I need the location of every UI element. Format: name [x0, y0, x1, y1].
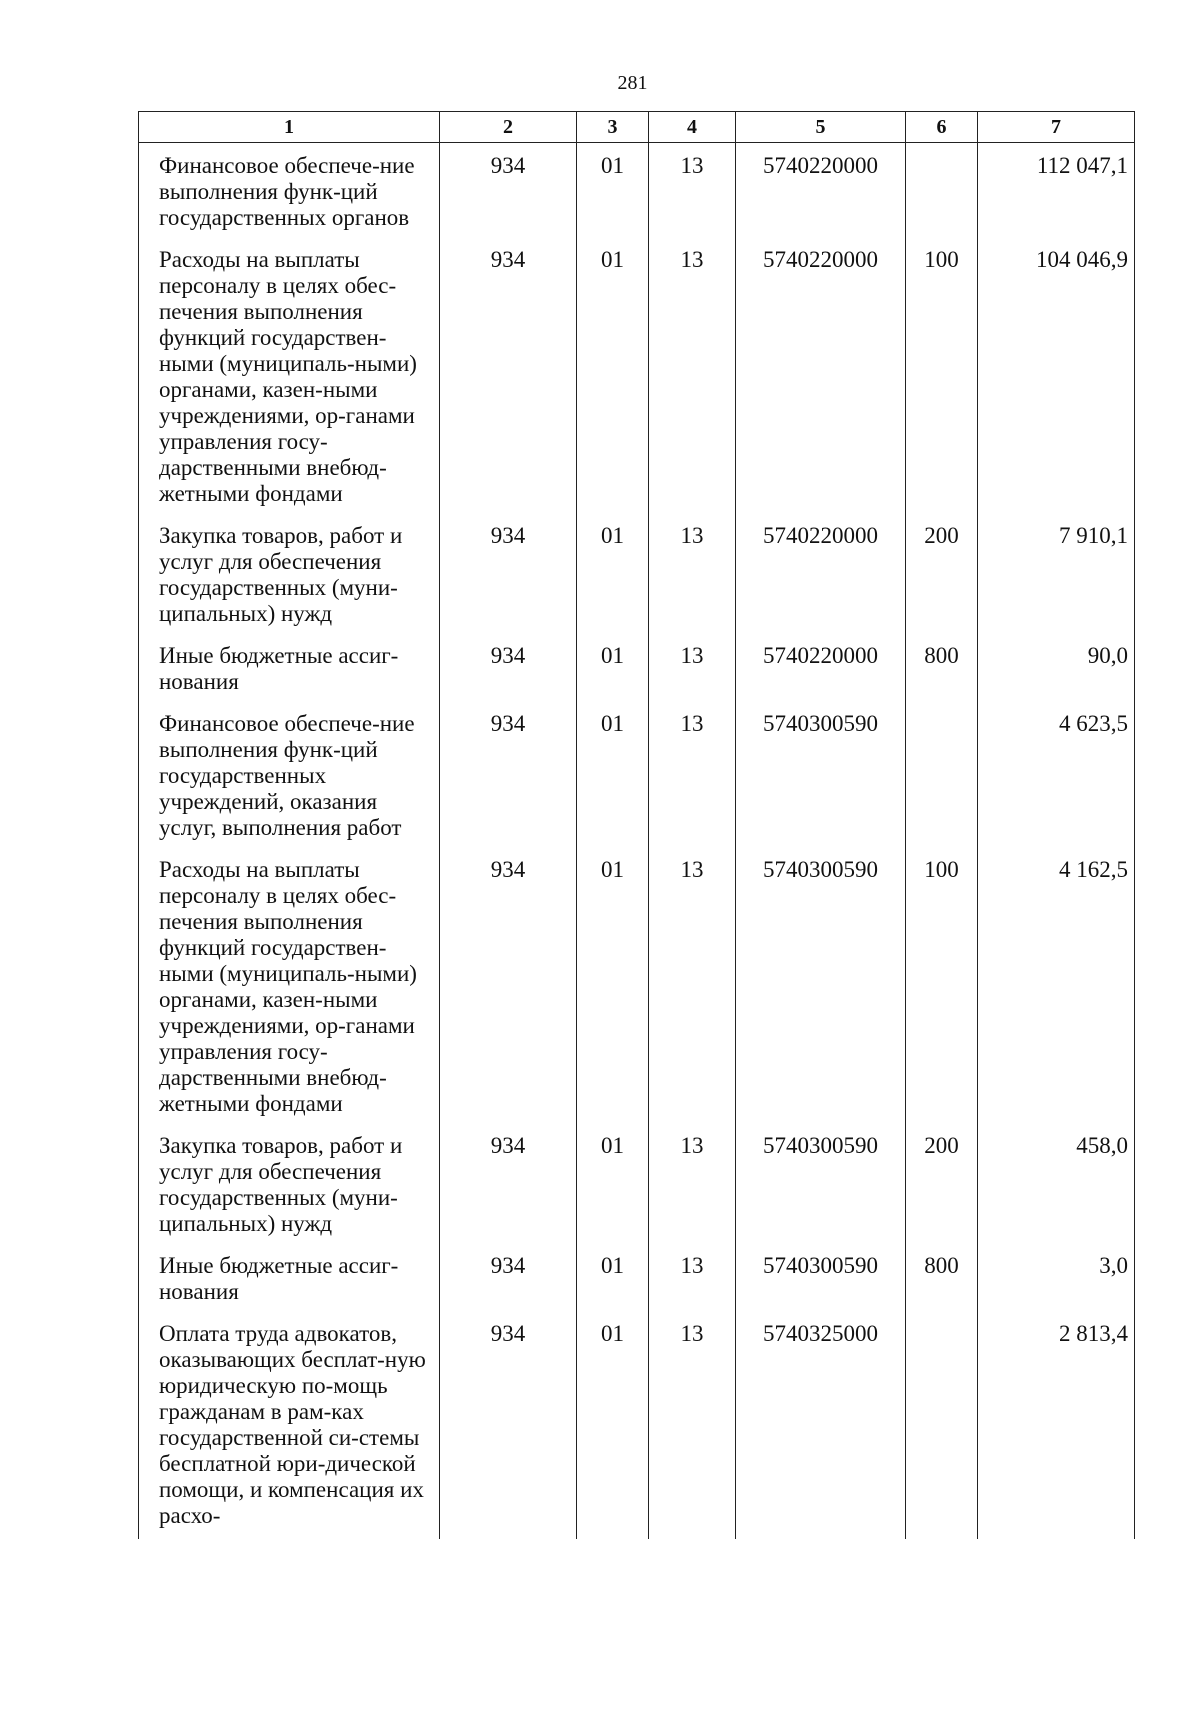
amount-cell: 2 813,4 [978, 1315, 1135, 1539]
department-code-cell: 934 [440, 851, 577, 1127]
table-body [139, 143, 1135, 1540]
section-code-cell: 01 [577, 637, 649, 705]
table-row [139, 705, 1135, 851]
department-code-cell: 934 [440, 637, 577, 705]
expense-type-cell: 100 [906, 851, 978, 1127]
item-name-cell: Закупка товаров, работ и услуг для обеспечения государственных (муни-ципальных) нужд [139, 1127, 440, 1247]
table-row [139, 1315, 1135, 1539]
table-row [139, 1247, 1135, 1315]
budget-table [138, 111, 1135, 1539]
section-code-cell: 01 [577, 705, 649, 851]
subsection-code-cell: 13 [649, 517, 736, 637]
department-code-cell: 934 [440, 1315, 577, 1539]
page-number: 281 [617, 72, 648, 94]
table-row [139, 637, 1135, 705]
department-code-cell: 934 [440, 241, 577, 517]
expense-type-cell: 200 [906, 1127, 978, 1247]
section-code-cell: 01 [577, 241, 649, 517]
column-header: 6 [906, 112, 978, 143]
section-code-cell: 01 [577, 1315, 649, 1539]
column-header: 3 [577, 112, 649, 143]
amount-cell: 4 162,5 [978, 851, 1135, 1127]
subsection-code-cell: 13 [649, 851, 736, 1127]
target-article-cell: 5740220000 [736, 517, 906, 637]
expense-type-cell: 800 [906, 637, 978, 705]
department-code-cell: 934 [440, 1127, 577, 1247]
subsection-code-cell: 13 [649, 637, 736, 705]
item-name-cell: Закупка товаров, работ и услуг для обеспечения государственных (муни-ципальных) нужд [139, 517, 440, 637]
subsection-code-cell: 13 [649, 705, 736, 851]
column-header: 1 [139, 112, 440, 143]
section-code-cell: 01 [577, 517, 649, 637]
subsection-code-cell: 13 [649, 143, 736, 242]
table-row [139, 241, 1135, 517]
table-row [139, 851, 1135, 1127]
target-article-cell: 5740220000 [736, 637, 906, 705]
section-code-cell: 01 [577, 1127, 649, 1247]
item-name-cell: Оплата труда адвокатов, оказывающих бесплат-ную юридическую по-мощь гражданам в рам-ках государственной си-стемы бесплатной юри-дической помощи, и компенсация их расхо- [139, 1315, 440, 1539]
amount-cell: 90,0 [978, 637, 1135, 705]
table-row [139, 1127, 1135, 1247]
item-name-cell: Иные бюджетные ассиг-нования [139, 637, 440, 705]
subsection-code-cell: 13 [649, 1127, 736, 1247]
target-article-cell: 5740300590 [736, 1127, 906, 1247]
section-code-cell: 01 [577, 1247, 649, 1315]
amount-cell: 7 910,1 [978, 517, 1135, 637]
amount-cell: 104 046,9 [978, 241, 1135, 517]
subsection-code-cell: 13 [649, 241, 736, 517]
amount-cell: 4 623,5 [978, 705, 1135, 851]
column-header: 2 [440, 112, 577, 143]
target-article-cell: 5740220000 [736, 143, 906, 242]
amount-cell: 3,0 [978, 1247, 1135, 1315]
header-row [139, 112, 1135, 143]
item-name-cell: Финансовое обеспече-ние выполнения функ-ций государственных органов [139, 143, 440, 242]
target-article-cell: 5740300590 [736, 705, 906, 851]
amount-cell: 458,0 [978, 1127, 1135, 1247]
item-name-cell: Расходы на выплаты персоналу в целях обес-печения выполнения функций государствен-ными (муниципаль-ными) органами, казен-ными учреждениями, ор-ганами управления госу-дарственными внебюд-жетными фондами [139, 851, 440, 1127]
department-code-cell: 934 [440, 517, 577, 637]
expense-type-cell [906, 705, 978, 851]
item-name-cell: Расходы на выплаты персоналу в целях обес-печения выполнения функций государствен-ными (муниципаль-ными) органами, казен-ными учреждениями, ор-ганами управления госу-дарственными внебюд-жетными фондами [139, 241, 440, 517]
subsection-code-cell: 13 [649, 1315, 736, 1539]
table-row [139, 517, 1135, 637]
target-article-cell: 5740300590 [736, 1247, 906, 1315]
expense-type-cell: 100 [906, 241, 978, 517]
department-code-cell: 934 [440, 143, 577, 242]
department-code-cell: 934 [440, 1247, 577, 1315]
section-code-cell: 01 [577, 851, 649, 1127]
target-article-cell: 5740300590 [736, 851, 906, 1127]
department-code-cell: 934 [440, 705, 577, 851]
column-header: 7 [978, 112, 1135, 143]
expense-type-cell [906, 1315, 978, 1539]
table-row [139, 143, 1135, 242]
expense-type-cell [906, 143, 978, 242]
target-article-cell: 5740325000 [736, 1315, 906, 1539]
item-name-cell: Иные бюджетные ассиг-нования [139, 1247, 440, 1315]
section-code-cell: 01 [577, 143, 649, 242]
expense-type-cell: 800 [906, 1247, 978, 1315]
expense-type-cell: 200 [906, 517, 978, 637]
amount-cell: 112 047,1 [978, 143, 1135, 242]
target-article-cell: 5740220000 [736, 241, 906, 517]
column-header: 4 [649, 112, 736, 143]
column-header: 5 [736, 112, 906, 143]
subsection-code-cell: 13 [649, 1247, 736, 1315]
item-name-cell: Финансовое обеспече-ние выполнения функ-ций государственных учреждений, оказания услуг, выполнения работ [139, 705, 440, 851]
